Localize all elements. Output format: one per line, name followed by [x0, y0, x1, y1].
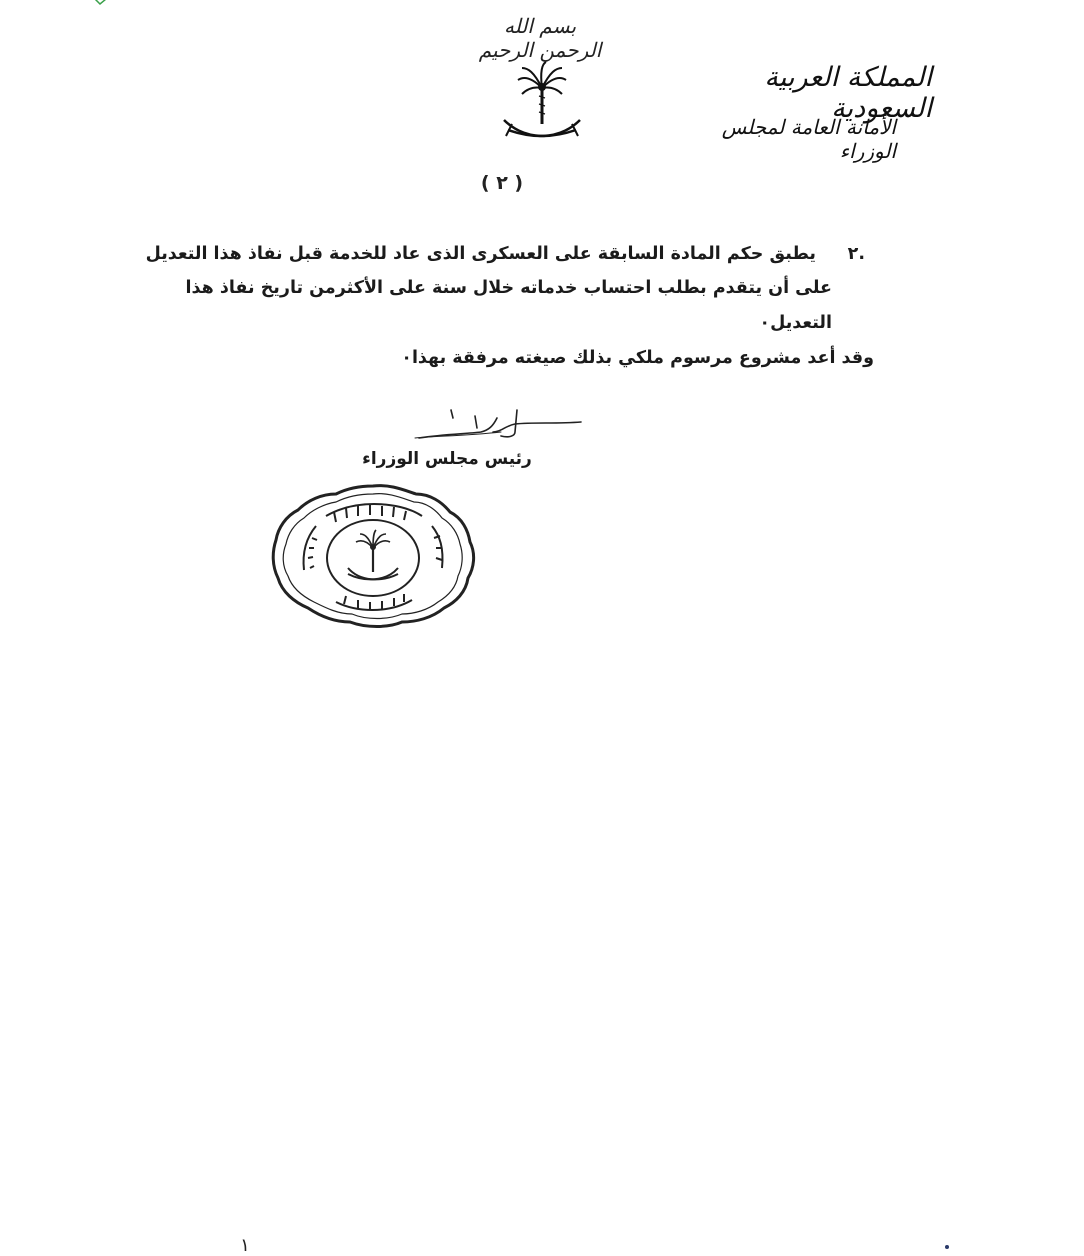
secretariat-name: الأمانة العامة لمجلس الوزراء [721, 115, 896, 163]
page-number: ( ٢ ) [480, 172, 524, 194]
signer-title: رئيس مجلس الوزراء [362, 449, 532, 469]
official-seal-stamp [270, 482, 476, 628]
body-line-2: على أن يتقدم بطلب احتساب خدماته خلال سنة على الأكثرمن تاريخ نفاذ هذا [185, 278, 832, 298]
palm-and-swords-emblem-icon [498, 58, 586, 152]
scan-speck [944, 1244, 950, 1250]
corner-check-mark-icon [92, 0, 114, 8]
body-line-1: يطبق حكم المادة السابقة على العسكرى الذى عاد للخدمة قبل نفاذ هذا التعديل [145, 244, 816, 264]
body-line-4: وقد أعد مشروع مرسوم ملكي بذلك صيغته مرفقة بهذا٠ [401, 348, 874, 368]
kingdom-name: المملكة العربية السعودية [764, 62, 932, 124]
basmala: بسم الله الرحمن الرحيم [478, 14, 602, 62]
page-corner-mark: ١ [240, 1235, 250, 1256]
body-line-3: التعديل٠ [759, 313, 832, 333]
handwritten-signature [405, 402, 585, 450]
item-number: ٢. [847, 244, 865, 264]
